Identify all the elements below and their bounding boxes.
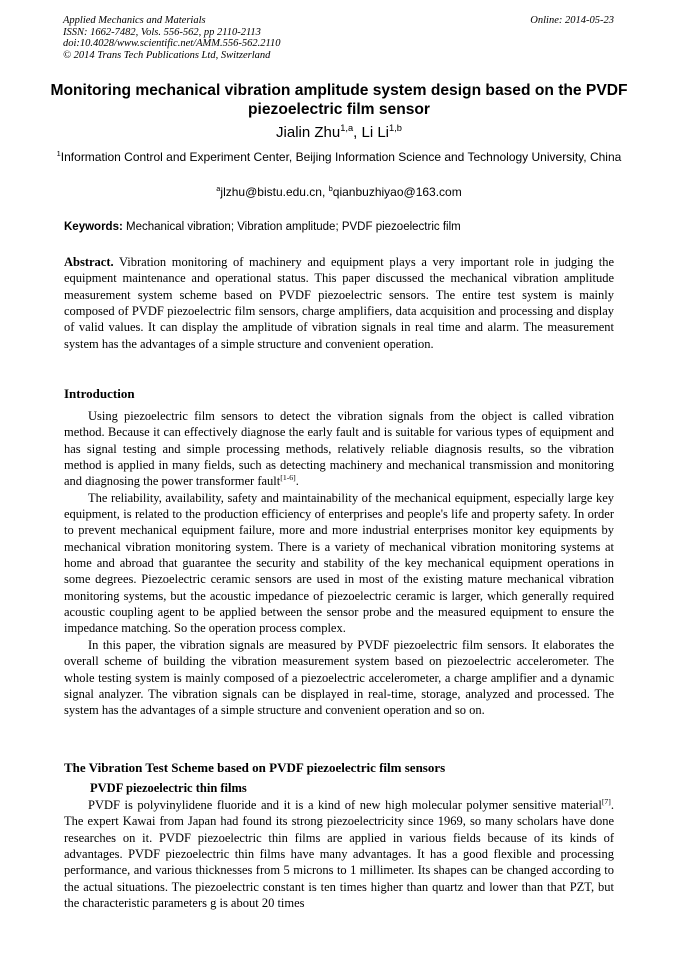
author-name: Jialin Zhu: [276, 124, 341, 141]
online-date: Online: 2014-05-23: [530, 15, 614, 26]
author-affil-mark: 1,a: [340, 123, 354, 133]
paragraph: Using piezoelectric film sensors to detect the vibration signals from the object is called vibration method. Because it can effectively diagnose the early fault and is suitable for various types of equipment and has signal testing and simple processing methods, relatively reliable diagnosis results, so the vibration method is applied in many fields, such as detecting machinery and mechanical transmission and monitoring and diagnosing the power transformer fault[1-6].: [64, 409, 614, 489]
email-link[interactable]: qianbuzhiyao@163.com: [332, 185, 462, 199]
copyright-line: © 2014 Trans Tech Publications Ltd, Switzerland: [63, 49, 271, 61]
abstract: [64, 254, 614, 352]
affiliation-text: Information Control and Experiment Center, Beijing Information Science and Technology University, China: [60, 150, 622, 164]
section-heading-vibration-test-scheme: The Vibration Test Scheme based on PVDF piezoelectric film sensors: [64, 760, 446, 775]
scheme-body: [64, 797, 614, 911]
affiliation-mark: 1: [56, 149, 61, 158]
introduction-body: [64, 408, 614, 719]
citation[interactable]: [7]: [601, 796, 611, 806]
citation[interactable]: [1-6]: [280, 473, 296, 483]
paragraph: The reliability, availability, safety and maintainability of the mechanical equipment, especially large key equipment, is related to the production efficiency of enterprises and people's life and property safety. In order to prevent mechanical equipment failure, more and more industrial enterprises monitor key equipments by mechanical vibration monitoring system. There is a variety of mechanical vibration monitoring systems at home and abroad that guarantee the security and stability of the key mechanical equipment operations in some degrees. Piezoelectric ceramic sensors are used in most of the existing mature mechanical vibration monitoring systems, but the acoustic impedance of piezoelectric ceramic is larger, which generally required acoustic coupling agent to be applied between the sensor probe and the measured equipment to ensure the impedance matching. So the operation process complex.: [64, 490, 614, 636]
author-name: Li Li: [361, 124, 390, 141]
keywords-label: Keywords:: [64, 221, 123, 233]
author-emails: [0, 184, 678, 200]
email-link[interactable]: jlzhu@bistu.edu.cn: [220, 185, 322, 199]
affiliation: [50, 149, 628, 165]
email-separator: ,: [321, 185, 329, 199]
journal-name: Applied Mechanics and Materials: [63, 15, 206, 26]
doi-line: doi:10.4028/www.scientific.net/AMM.556-562.2110: [63, 38, 281, 49]
abstract-label: Abstract.: [64, 255, 114, 269]
journal-header: [63, 15, 614, 61]
paragraph: PVDF is polyvinylidene fluoride and it is a kind of new high molecular polymer sensitive material[7]. The expert Kawai from Japan had found its strong piezoelectricity since 1969, so many scholars have done researches on it. PVDF piezoelectric thin films are applied in various fields because of its kinds of advantages. PVDF piezoelectric thin films have many advantages. It has a good flexible and processing performance, and various thicknesses from 5 microns to 1 millimeter. Its shapes can be changed according to the actual situations. The piezoelectric constant is ten times higher than quartz and lower than that PZT, but the characteristic parameters g is about 20 times: [64, 796, 614, 911]
author-separator: ,: [353, 124, 362, 141]
abstract-text: Vibration monitoring of machinery and equipment plays a very important role in judging the equipment maintenance and operational status. This paper discussed the mechanical vibration amplitude measurement system scheme based on PVDF piezoelectric sensors. The entire test system is mainly composed of PVDF piezoelectric film sensors, charge amplifiers, data acquisition and processing and display of valid values. It can display the amplitude of vibration signals in real time and alarm. The measurement system has the advantages of a simple structure and convenient operation.: [64, 255, 614, 351]
author-line: [0, 124, 678, 142]
paragraph: In this paper, the vibration signals are measured by PVDF piezoelectric film sensors. It elaborates the overall scheme of building the vibration measurement system based on piezoelectric accelerometer. The whole testing system is mainly composed of a piezoelectric accelerometer, a charge amplifier and a dynamic signal analyzer. The vibration signals can be displayed in real-time, storage, analyzed and processed. The system has the advantages of a simple structure and convenient operation and so on.: [64, 637, 614, 718]
subsection-heading-pvdf-films: PVDF piezoelectric thin films: [90, 781, 247, 795]
keywords: [64, 220, 614, 235]
section-heading-introduction: Introduction: [64, 386, 135, 401]
email-mark: a: [216, 184, 221, 193]
email-mark: b: [328, 184, 333, 193]
keywords-text: Mechanical vibration; Vibration amplitude; PVDF piezoelectric film: [122, 221, 461, 233]
issn-line: ISSN: 1662-7482, Vols. 556-562, pp 2110-2113: [63, 26, 261, 38]
author-affil-mark: 1,b: [389, 123, 402, 133]
paper-title: Monitoring mechanical vibration amplitude system design based on the PVDF piezoelectric film sensor: [50, 82, 628, 118]
